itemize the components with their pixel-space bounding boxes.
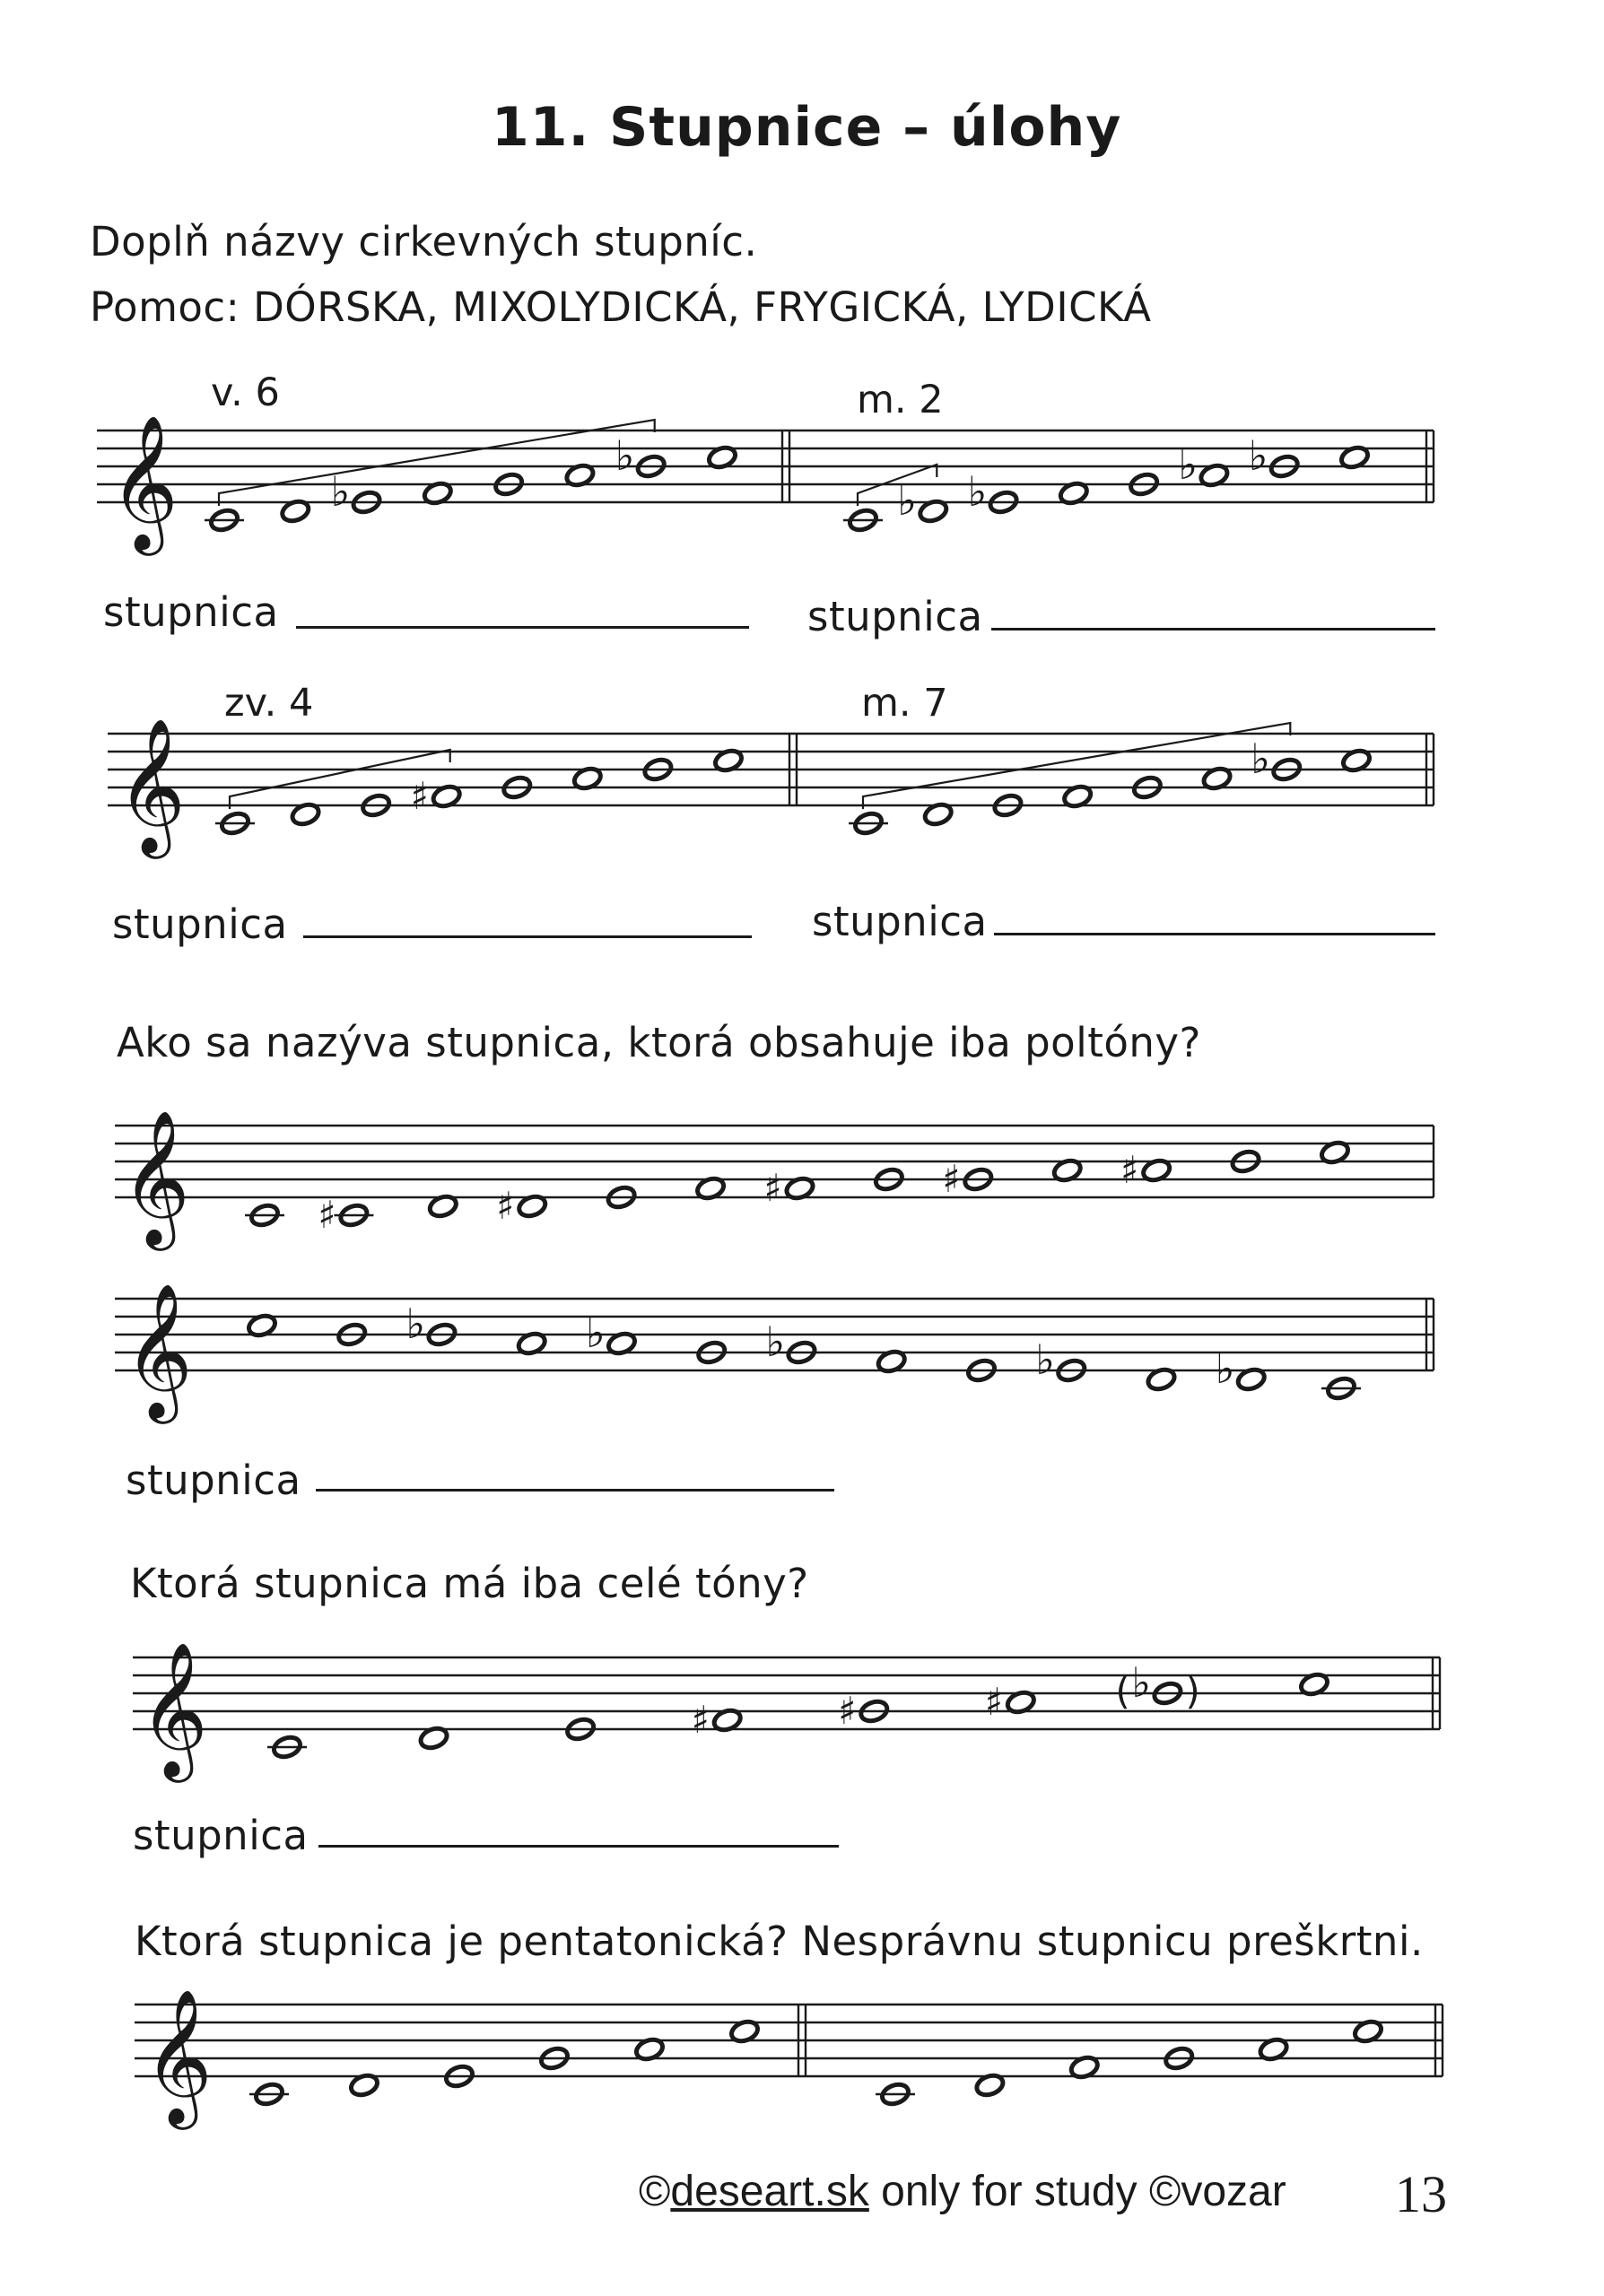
treble-clef-icon: 𝄞	[109, 413, 179, 550]
answer-label-1: stupnica	[103, 588, 279, 636]
treble-clef-icon: 𝄞	[144, 1987, 213, 2124]
whole-note	[215, 810, 255, 836]
flat-icon: ♭	[1215, 1344, 1235, 1393]
treble-clef-icon: 𝄞	[139, 1640, 208, 1777]
whole-note	[267, 1734, 307, 1760]
page-number: 13	[1395, 2165, 1447, 2223]
sharp-icon: ♯	[691, 1698, 710, 1742]
flat-icon: ♭	[615, 431, 635, 480]
whole-note	[245, 1202, 284, 1228]
whole-note	[985, 1680, 1037, 1724]
flat-icon: ♭	[1178, 440, 1199, 489]
sharp-icon: ♯	[763, 1166, 782, 1210]
interval-bracket	[219, 420, 655, 506]
whole-note	[1251, 735, 1303, 783]
answer-label-6: stupnica	[133, 1812, 309, 1859]
sharp-icon: ♯	[1120, 1148, 1139, 1192]
whole-note	[205, 507, 244, 533]
staff-system	[115, 1109, 1434, 1251]
flat-icon: ♭	[405, 1300, 426, 1348]
flat-icon: ♭	[897, 476, 917, 525]
flat-icon: ♭	[967, 467, 988, 516]
interval-bracket	[863, 723, 1290, 809]
svg-text:(: (	[1115, 1669, 1130, 1713]
staff-system	[135, 1987, 1443, 2130]
whole-note	[692, 1698, 744, 1742]
task2-question: Ako sa nazýva stupnica, ktorá obsahuje iba poltóny?	[117, 1019, 1201, 1066]
sharp-icon: ♯	[496, 1184, 515, 1228]
whole-note	[331, 467, 383, 516]
svg-text:): )	[1185, 1669, 1200, 1713]
footer-note: only for study ©vozar	[868, 2168, 1286, 2215]
whole-note	[766, 1318, 818, 1366]
whole-note	[249, 2081, 289, 2107]
flat-icon: ♭	[330, 467, 351, 516]
whole-note	[968, 467, 1020, 516]
copyright-prefix: ©	[639, 2168, 671, 2215]
whole-note	[1120, 1148, 1172, 1192]
task1-instruction: Doplň názvy cirkevných stupníc.	[90, 218, 758, 265]
task4-question: Ktorá stupnica je pentatonická? Nesprávnu stupnicu preškrtni.	[135, 1918, 1424, 1965]
sharp-icon: ♯	[984, 1680, 1004, 1724]
sharp-icon: ♯	[410, 774, 430, 818]
whole-note	[843, 507, 883, 533]
staff-system	[115, 1282, 1434, 1424]
treble-clef-icon: 𝄞	[117, 717, 186, 853]
whole-note	[406, 1300, 458, 1348]
interval-label-v6: v. 6	[211, 370, 280, 415]
whole-note	[764, 1166, 816, 1210]
flat-icon: ♭	[1251, 735, 1270, 783]
staff-system	[133, 1640, 1440, 1783]
interval-label-zv4: zv. 4	[224, 681, 314, 726]
task3-question: Ktorá stupnica má iba celé tóny?	[130, 1560, 809, 1607]
staff-system	[108, 717, 1434, 859]
whole-note	[1035, 1335, 1087, 1384]
interval-label-m7: m. 7	[861, 681, 948, 726]
whole-note	[615, 431, 667, 480]
treble-clef-icon: 𝄞	[121, 1109, 190, 1245]
task1-hint: Pomoc: DÓRSKA, MIXOLYDICKÁ, FRYGICKÁ, LYDICKÁ	[90, 283, 1152, 331]
sharp-icon: ♯	[838, 1689, 857, 1733]
staff-system	[97, 413, 1434, 556]
whole-note	[849, 810, 888, 836]
answer-label-5: stupnica	[126, 1457, 301, 1504]
answer-label-2: stupnica	[807, 593, 983, 640]
whole-note	[1115, 1658, 1199, 1713]
whole-note	[496, 1184, 548, 1228]
flat-icon: ♭	[586, 1309, 606, 1357]
page-title: 11. Stupnice – úlohy	[492, 96, 1122, 159]
answer-label-3: stupnica	[112, 900, 288, 948]
flat-icon: ♭	[1035, 1335, 1055, 1384]
flat-icon: ♭	[1131, 1658, 1152, 1707]
whole-note	[1321, 1375, 1361, 1401]
whole-note	[318, 1193, 373, 1237]
footer-site-link[interactable]: deseart.sk	[670, 2168, 869, 2215]
sharp-icon: ♯	[942, 1157, 961, 1201]
flat-icon: ♭	[765, 1318, 786, 1366]
answer-label-4: stupnica	[812, 898, 988, 945]
whole-note	[1249, 431, 1301, 480]
sharp-icon: ♯	[318, 1193, 336, 1237]
whole-note	[876, 2081, 915, 2107]
flat-icon: ♭	[1248, 431, 1268, 480]
interval-label-m2: m. 2	[857, 378, 944, 422]
treble-clef-icon: 𝄞	[124, 1282, 193, 1418]
whole-note	[411, 774, 463, 818]
